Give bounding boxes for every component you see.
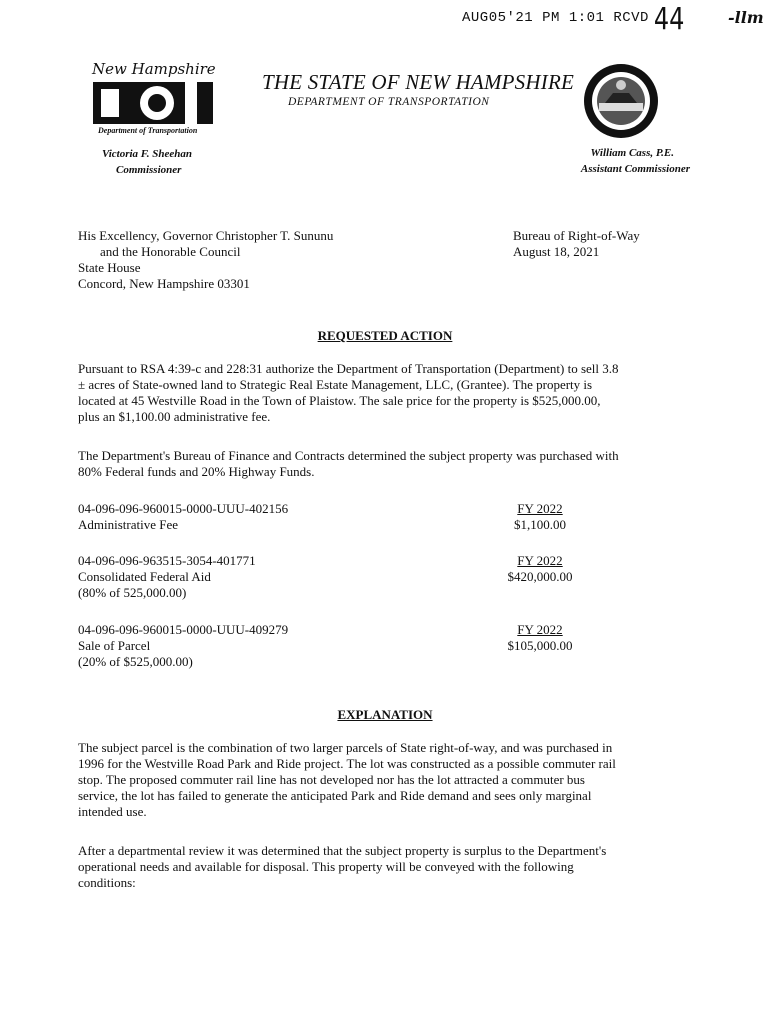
- paragraph-line: plus an $1,100.00 administrative fee.: [78, 409, 271, 424]
- account-description: Consolidated Federal Aid: [78, 569, 211, 584]
- paragraph-line: located at 45 Westville Road in the Town of Plaistow. The sale price for the property is $525,000.00,: [78, 393, 601, 408]
- paragraph-line: Pursuant to RSA 4:39-c and 228:31 authorize the Department of Transportation (Department) to sell 3.8: [78, 361, 619, 376]
- paragraph-line: After a departmental review it was determined that the subject property is surplus to the Department's: [78, 843, 607, 858]
- account-description: (20% of $525,000.00): [78, 654, 193, 669]
- account-amount: $105,000.00: [507, 638, 573, 653]
- account-description: Administrative Fee: [78, 517, 179, 532]
- commissioner-name: Victoria F. Sheehan: [102, 148, 192, 160]
- account-description: (80% of 525,000.00): [78, 585, 187, 600]
- paragraph-line: 1996 for the Westville Road Park and Ride project. The lot was constructed as a possible commuter rail: [78, 756, 616, 771]
- account-number: 04-096-096-960015-0000-UUU-402156: [78, 501, 289, 516]
- fiscal-year: FY 2022: [517, 501, 563, 516]
- dot-logo-icon: [93, 80, 225, 126]
- commissioner-title: Commissioner: [116, 164, 182, 176]
- paragraph-line: intended use.: [78, 804, 147, 819]
- address-line: State House: [78, 260, 141, 275]
- letter-date: August 18, 2021: [513, 244, 600, 259]
- fiscal-year: FY 2022: [517, 553, 563, 568]
- paragraph-line: stop. The proposed commuter rail line has not developed nor has the lot attracted a commuter bus: [78, 772, 585, 787]
- paragraph-line: conditions:: [78, 875, 136, 890]
- paragraph-line: service, the lot has failed to generate the anticipated Park and Ride demand and sees only marginal: [78, 788, 592, 803]
- received-stamp: AUG05'21 PM 1:01 RCVD: [462, 10, 649, 26]
- paragraph-line: The subject parcel is the combination of two larger parcels of State right-of-way, and was purchased in: [78, 740, 613, 755]
- state-title: THE STATE OF NEW HAMPSHIRE: [262, 70, 574, 94]
- paragraph-line: operational needs and available for disposal. This property will be conveyed with the following: [78, 859, 574, 874]
- address-line: and the Honorable Council: [100, 244, 241, 259]
- account-number: 04-096-096-963515-3054-401771: [78, 553, 256, 568]
- department-name: DEPARTMENT OF TRANSPORTATION: [288, 96, 490, 108]
- requested-action-heading: REQUESTED ACTION: [317, 328, 453, 343]
- account-amount: $420,000.00: [507, 569, 573, 584]
- handwritten-initials: -llm: [728, 8, 764, 27]
- address-line: Concord, New Hampshire 03301: [78, 276, 250, 291]
- dot-logo-script: New Hampshire: [92, 60, 216, 78]
- explanation-heading: EXPLANATION: [337, 707, 433, 722]
- account-amount: $1,100.00: [514, 517, 566, 532]
- handwritten-number: 44: [653, 2, 685, 37]
- fiscal-year: FY 2022: [517, 622, 563, 637]
- account-description: Sale of Parcel: [78, 638, 151, 653]
- state-seal-icon: [583, 63, 659, 139]
- paragraph-line: The Department's Bureau of Finance and Contracts determined the subject property was purchased with: [78, 448, 619, 463]
- address-line: His Excellency, Governor Christopher T. Sununu: [78, 228, 334, 243]
- paragraph-line: ± acres of State-owned land to Strategic Real Estate Management, LLC, (Grantee). The property is: [78, 377, 593, 392]
- bureau-name: Bureau of Right-of-Way: [513, 228, 640, 243]
- assistant-commissioner-title: Assistant Commissioner: [580, 163, 690, 175]
- assistant-commissioner-name: William Cass, P.E.: [590, 147, 674, 159]
- paragraph-line: 80% Federal funds and 20% Highway Funds.: [78, 464, 315, 479]
- account-number: 04-096-096-960015-0000-UUU-409279: [78, 622, 289, 637]
- dot-logo-subtitle: Department of Transportation: [98, 126, 198, 135]
